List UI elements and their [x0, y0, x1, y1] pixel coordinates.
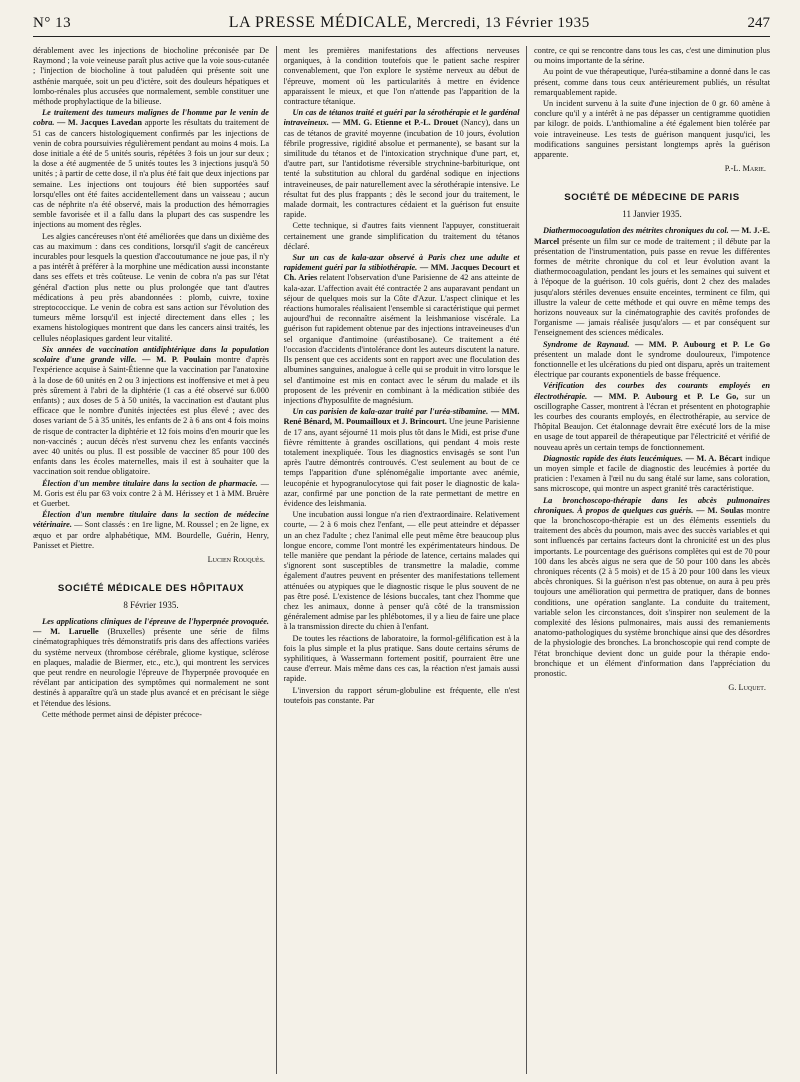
- article-raynaud: [534, 340, 770, 381]
- paragraph: Une incubation aussi longue n'a rien d'extraordinaire. Relativement courte, — 2 à 6 mois chez l'enfant, — elle peut atteindre et dépasser un an chez l'adulte ; chez l'animal elle peut même être beaucoup plus longue encore, comme l'ont montré les expérimentateurs hindous. De telle manière que pendant la période de latence, certains malades qui s'ignorent sont susceptibles de transmettre la maladie, comme également d'autres peuvent en présenter des manifestations tellement atténuées ou atypiques que le diagnostic risque le plus souvent de ne pas être posé. L'existence de lésions buccales, tant chez l'homme que chez les animaux, donne à penser qu'à côté de la transmission généralement admise par les phlébotomes, il y a lieu de faire une place à la transmission directe du chien à l'enfant.: [283, 510, 520, 632]
- article-election-veterinaire: [33, 510, 269, 551]
- article-text: présente un film sur ce mode de traitement ; il débute par la présentation de l'instrumentation, puis passe en revue les différentes formes de métrite chronique du col et leur évolution avant la diathermocoagulation, pendant les jours et les semaines qui suivent et à l'époque de la guérison. 10 cols guéris, dont 2 chez des malades jusqu'alors stériles devenues ensuite enceintes, terminent ce film, qui illustre la valeur de cette méthode et qui ouvre en même temps des horizons nouveaux sur la cinématographie des cavités profondes de l'organisme — jamais réalisée jusqu'alors — et par conséquent sur l'enseignement des sciences médicales.: [534, 236, 770, 338]
- article-kala-azar: [284, 253, 520, 406]
- column-1: [33, 46, 269, 1074]
- paragraph: Cette méthode permet ainsi de dépister précoce-: [42, 709, 202, 719]
- column-3: [534, 46, 770, 1074]
- article-title: Élection d'un membre titulaire dans la section de pharmacie.: [42, 478, 258, 488]
- article-title: Vérification des courbes des courants employés en électrothérapie.: [534, 381, 770, 401]
- section-heading: SOCIÉTÉ DE MÉDECINE DE PARIS: [564, 192, 740, 204]
- issue-date: Mercredi, 13 Février 1935: [416, 15, 590, 31]
- article-author: — M. P. Poulain: [142, 355, 211, 365]
- article-author: — MM. P. Aubourg et P. Le Go: [634, 339, 770, 349]
- journal-name: LA PRESSE MÉDICALE,: [228, 14, 413, 31]
- article-kala-azar-stibamine: [284, 407, 520, 509]
- article-verification: [534, 381, 770, 452]
- columns: [33, 46, 770, 1074]
- article-text: (Bruxelles) présente une série de films cinématographiques très démonstratifs pris dans des affections variées du système nerveux (thrombose cérébrale, gliome kystique, sclérose en plaques, maladie de Biermer, etc., etc.), qui montrent les services que peut rendre en neurologie l'épreuve de l'hyperpnée provoquée en révélant par anticipation des symptômes qui normalement ne sont destinés à apparaître qu'à un stade plus avancé et en précisant le siège et l'étendue des lésions.: [33, 627, 269, 708]
- article-title: Un cas de tétanos traité et guéri par la sérothérapie et le gardénal intraveineux.: [283, 108, 520, 128]
- article-text: (Nancy), dans un cas de tétanos de gravité moyenne (incubation de 10 jours, évolution fébrile progressive, rigidité absolue et permanente), se basant sur la similitude du tétanos et de l'intoxication strychnique d'une part, et, d'autre part, sur l'antidotisme réversible strychnine-barbiturique, ont tenté la substitution au chloral du gardénal sodique en injections intraveineuses, de pair naturellement avec la sérothérapie intensive. Le résultat fut des plus frappants ; dès le second jour du traitement, le malade dormait, les contractures cédaient et la guérison fut ensuite rapide.: [283, 118, 520, 220]
- section-date: 11 Janvier 1935.: [622, 209, 682, 220]
- journal-title-line: [229, 14, 590, 32]
- article-leucemie: [534, 454, 770, 495]
- section-heading: SOCIÉTÉ MÉDICALE DES HÔPITAUX: [57, 583, 245, 595]
- article-author: — MM. P. Aubourg et P. Le Go,: [593, 391, 739, 401]
- paragraph: L'inversion du rapport sérum-globuline est fréquente, elle n'est toutefois pas constante. Par: [283, 685, 520, 705]
- section-date: 8 Février 1935.: [123, 599, 179, 610]
- article-cobra: [33, 108, 269, 230]
- article-text: montre que la bronchoscopo-thérapie est un des éléments essentiels du traitement des abcès du poumon, mais avec des succès variables et qui sont influencés par certains facteurs dont la chronicité est un des plus importants. Le pourcentage des guérisons complètes qui est de 70 pour 100 dans les abcès aigus ne sera que de 50 pour 100 dans les abcès chroniques récents (2 à 5 mois) et de 15 à 20 pour 100 dans les vieux abcès chroniques. Si la guérison n'est pas obtenue, on aura à peu près toujours une amélioration qui permettra de pratiquer, dans de bonnes conditions, une opération sanglante. La conduite du traitement, variable selon les circonstances, doit s'inspirer non seulement de la complexité des lésions pulmonaires, mais aussi des remaniements anatomo-pathologiques du système bronchique ainsi que des désordres de la physiologie des bronches. La bronchoscopie qui rend compte de l'état bronchique devient donc un guide pour la thérapie endo-bronchique et un élément d'information dans l'appréciation du pronostic.: [534, 505, 770, 679]
- author-signature: P.-L. Marie.: [724, 164, 766, 174]
- article-text: montre d'après l'expérience acquise à Saint-Étienne que la vaccination par l'anatoxine à la dose de 60 unités en 2 ou 3 injections est inoffensive et met à peu près sûrement à l'abri de la diphtérie (1 cas a été observé sur 6.000 enfants) ; aux doses de 5 à 50 unités, la vaccination est d'autant plus efficace que le nombre d'unités injectées est plus élevé ; avec des doses variant de 5 à 35 unités, les enfants de 2 à 6 ans ont 4 fois moins de risque de contracter la diphtérie et 12 fois moins d'en mourir que les non-vaccinés ; aucun décès n'est survenu chez les enfants vaccinés avec 40 unités ou plus. Il est possible de vacciner 85 pour 100 des enfants dans les écoles maternelles, mais il est à souhaiter que la vaccination soit rendue obligatoire.: [33, 355, 269, 477]
- article-title: Syndrome de Raynaud.: [543, 339, 630, 349]
- article-title: Diathermocoagulation des métrites chroniques du col.: [543, 226, 729, 236]
- article-title: Diagnostic rapide des états leucémiques.: [543, 453, 683, 463]
- paragraph: De toutes les réactions de laboratoire, la formol-gélification est à la fois la plus simple et la plus pratique. Sans doute certains sérums de syphilitiques, à Wassermann fortement positif, pourraient être une cause d'erreur. Mais même dans ces cas, la réaction n'est jamais aussi rapide.: [283, 633, 520, 684]
- article-text: sur un oscillographe Casser, montrent à l'écran et présentent en photographie les courbes des courants employés, en électrothérapie, au service de l'hôpital Beaujon. Cet étalonnage devrait être exécuté lors de la mise en usage de tout appareil de thérapeutique par l'électricité et vérifié de nouveau après un certain temps de fonctionnement.: [534, 391, 770, 452]
- column-divider: [526, 46, 527, 1074]
- article-author: — MM. René Bénard, M. Poumailloux et J. Brincourt.: [283, 407, 520, 427]
- article-title: Le traitement des tumeurs malignes de l'homme par le venin de cobra.: [33, 108, 269, 128]
- article-text: — M. Goris est élu par 63 voix contre 2 à M. Hérissey et 1 à MM. Bruère et Guerbet.: [33, 478, 269, 508]
- article-author: — M. A. Bécart: [685, 453, 743, 463]
- article-vaccination: [33, 345, 269, 478]
- article-author: — M. Jacques Lavedan: [57, 118, 142, 128]
- article-title: Un cas parisien de kala-azar traité par l'uréa-stibamine.: [292, 407, 489, 417]
- article-text: présentent un malade dont le syndrome douloureux, l'impotence fonctionnelle et les ulcérations du pied ont disparu, après un traitement électrique par courants exponentiels de basse fréquence.: [534, 349, 770, 380]
- article-hyperpnee: [33, 617, 269, 709]
- article-diathermo: [534, 226, 770, 338]
- author-signature: G. Luquet.: [728, 683, 766, 693]
- column-divider: [276, 46, 277, 1074]
- author-signature: Lucien Rouquès.: [207, 554, 265, 564]
- article-title: Élection d'un membre titulaire dans la section de médecine vétérinaire.: [33, 510, 269, 530]
- paragraph: contre, ce qui se rencontre dans tous les cas, c'est une diminution plus ou moins importante de la sérine.: [534, 46, 770, 66]
- article-bronchoscopie: [534, 496, 770, 680]
- article-title: La bronchoscopo-thérapie dans les abcès pulmonaires chroniques. À propos de quelques cas guéris.: [534, 495, 770, 515]
- article-author: — MM. Jacques Decourt et Ch. Aries: [283, 263, 520, 283]
- issue-number: N° 13: [33, 15, 72, 31]
- article-author: — M. Soulas: [696, 505, 744, 515]
- article-title: Sur un cas de kala-azar observé à Paris chez une adulte et rapidement guéri par la stibiothérapie.: [283, 253, 520, 273]
- article-text: — Sont classés : en 1re ligne, M. Roussel ; en 2e ligne, ex æquo et par ordre alphabétique, MM. Bourdelle, Guérin, Henry, Panisset et Piettre.: [33, 520, 269, 550]
- article-title: Six années de vaccination antidiphtérique dans la population scolaire d'une grande ville.: [33, 344, 269, 365]
- column-2: [284, 46, 520, 1074]
- paragraph: Cette technique, si d'autres faits viennent l'appuyer, constituerait certainement une grande simplification du traitement du tétanos déclaré.: [283, 221, 520, 251]
- article-text: indique un moyen simple et facile de diagnostic des leucémies à portée du praticien : l'examen à l'œil nu du sang étalé sur lame, sans coloration, sans microscope, qui montre un aspect granité très caractéristique.: [534, 453, 770, 494]
- article-tetanos: [284, 108, 520, 220]
- article-text: relatent l'observation d'une Parisienne de 42 ans atteinte de kala-azar. L'affection avait été contractée 2 ans auparavant pendant un séjour de quelques mois sur la Côte d'Azur. L'aspect clinique et les réactions humorales réalisaient l'ensemble si caractéristique qui permet aujourd'hui de reconnaître aisément la leishmaniose viscérale. La guérison fut rapidement obtenue par des injections intraveineuses d'un sel organique d'antimoine (uréastibosane). Ce traitement a été l'occasion d'accidents d'intolérance dont les auteurs discutent la nature. Ils pensent que ces accidents sont en rapport avec une floculation des albumines sanguines, analogue à celle qui se produit in vitro lorsque le sel d'antimoine est mis en contact avec le sérum du malade et ils proposent de les prévenir en combinant à la médication stibiée des injections d'hyposulfite de magnésium.: [283, 273, 520, 405]
- masthead: [33, 14, 770, 37]
- page-number: 247: [747, 15, 770, 31]
- paragraph: Les algies cancéreuses n'ont été améliorées que dans un dixième des cas au maximum : dans ces conditions, lorsqu'il s'agit de cancéreux incurables pour lesquels la question d'accoutumance ne joue pas, il n'y a pas intérêt à préférer à la morphine une médication aussi inconstante dans ses effets et très coûteuse. Le venin de cobra n'a pas sur l'état général d'action plus nette ou plus prolongée que tant d'autres médications à peu près abandonnées : plomb, cuivre, toxine streptococcique. Le venin de cobra est sans action sur l'évolution des tumeurs même lorsqu'il est injecté directement dans elles ; les examens histologiques montrent que dans les cancers ainsi traités, les cellules néoplasiques gardent leur vitalité.: [33, 231, 269, 343]
- article-text: Une jeune Parisienne de 17 ans, ayant séjourné 11 mois plus tôt dans le Midi, est prise d'une fièvre rémittente à grandes oscillations, qui pendant 4 mois reste totalement inexpliquée. Tous les diagnostics envisagés se sont l'un après l'autre démontrés controuvés. C'est seulement au bout de ce temps l'apparition d'une splénomégalie importante avec anémie, leucopénie et hypogranulocytose qui fait poser le diagnostic de kala-azar, confirmé par une ponction de la rate permettant de mettre en évidence des leishmania.: [283, 417, 520, 508]
- article-election-pharmacie: [33, 479, 269, 510]
- article-author: — M. Laruelle: [33, 627, 99, 637]
- paragraph: Au point de vue thérapeutique, l'uréa-stibamine a donné dans le cas présent, comme dans tous ceux antérieurement publiés, un résultat remarquablement rapide.: [534, 67, 770, 97]
- article-author: — M. J.-E. Marcel: [534, 226, 770, 246]
- article-title: Les applications cliniques de l'épreuve de l'hyperpnée provoquée.: [42, 617, 269, 627]
- paragraph: ment les premières manifestations des affections nerveuses organiques, à la condition toutefois que le patient sache respirer convenablement, que l'on explore le système nerveux au début de l'épreuve, moment où les particularités à mettre en évidence apparaissent le mieux, et que l'on n'attende pas l'apparition de la contracture tétanique.: [283, 46, 520, 107]
- article-author: — MM. G. Etienne et P.-L. Drouet: [331, 118, 459, 128]
- paragraph: dérablement avec les injections de biocholine préconisée par De Raymond ; la voie veineuse paraît plus active que la voie sous-cutanée ; l'injection de biocholine à tout paludéen qui présente soit une asthénie marquée, soit un peu d'ictère, soit des douleurs hépatiques et lombo-rénales plus accusées que normalement, semble constituer une méthode prophylactique de la bilieuse.: [33, 46, 269, 107]
- paragraph: Un incident survenu à la suite d'une injection de 0 gr. 60 amène à conclure qu'il y a intérêt à ne pas dépasser un centigramme quotidien par kilogr. de poids. L'anthiomaline a été également bien tolérée par voie intraveineuse. Les tests de guérison manquent jusqu'ici, les modifications sanguines persistant longtemps après la guérison apparente.: [534, 99, 770, 160]
- article-text: apporte les résultats du traitement de 51 cas de cancers histologiquement confirmés par les injections de venin de cobra poursuivies régulièrement pendant au moins 4 mois. La dose initiale a été de 5 unités souris, répétées 3 fois un jour sur deux ; la dose a été augmentée de 5 unités toutes les 3 injections jusqu'à 50 unités ; à partir de cette dose, il n'a plus été fait que deux injections par semaine. Les injections ont toujours été bien supportées sauf lorsqu'elles ont été faites accidentellement dans un vaisseau ; aucun cas de néphrite n'a été observé, mais la production des hémorragies semble favorisée et il a fallu dans la plupart des cas suspendre les injections au moment des règles.: [33, 118, 269, 230]
